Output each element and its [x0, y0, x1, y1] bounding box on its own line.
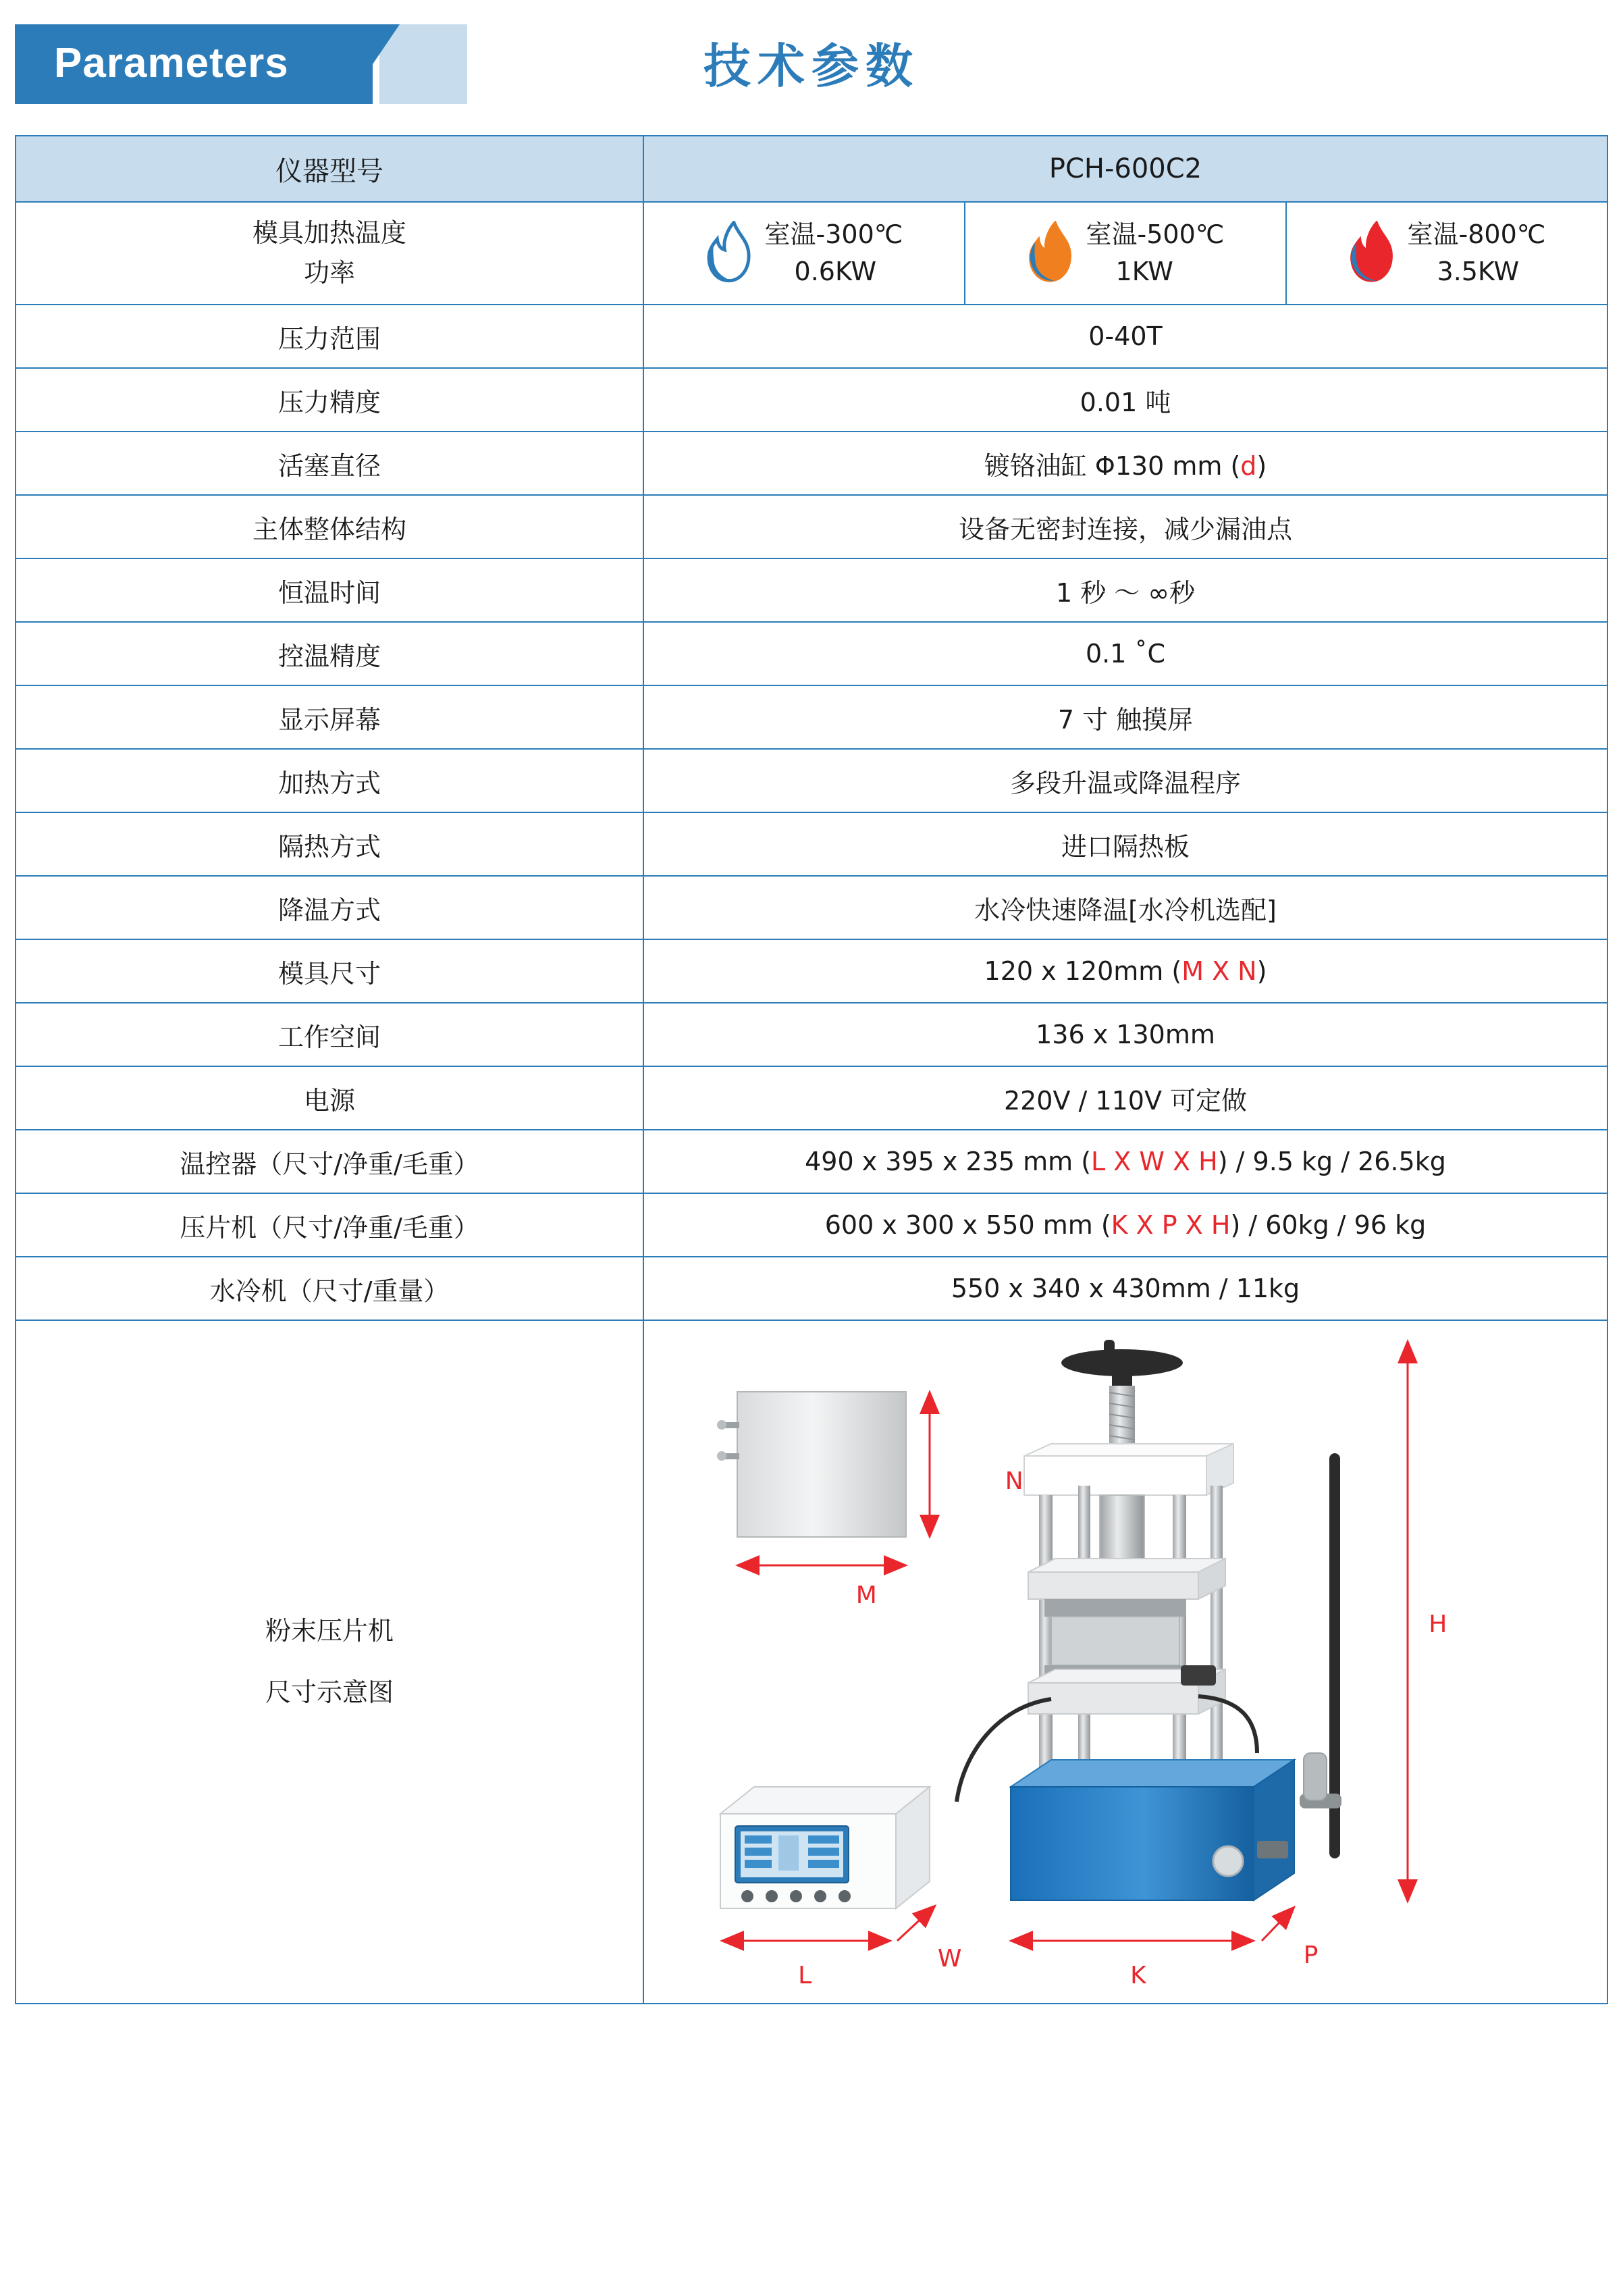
temperature-value-1: 室温-300℃ [764, 219, 903, 249]
row-label: 显示屏幕 [16, 685, 643, 749]
row-value-text: 120 x 120mm ( [984, 956, 1182, 986]
temperature-option-2 [965, 202, 1286, 305]
row-label: 活塞直径 [16, 432, 643, 495]
flame-icon [1348, 221, 1398, 286]
table-row [16, 1257, 1607, 1320]
row-label: 水冷机（尺寸/重量） [16, 1257, 643, 1320]
row-value [643, 432, 1607, 495]
row-value: 7 寸 触摸屏 [643, 685, 1607, 749]
row-label: 隔热方式 [16, 812, 643, 876]
table-row [16, 876, 1607, 939]
table-row [16, 558, 1607, 622]
row-value: 1 秒 ～ ∞秒 [643, 558, 1607, 622]
row-value: 多段升温或降温程序 [643, 749, 1607, 812]
table-row [16, 1003, 1607, 1066]
table-row [16, 1193, 1607, 1257]
press-machine-diagram [644, 1321, 1607, 2003]
row-label: 主体整体结构 [16, 495, 643, 558]
dimension-letter-P: P [1303, 1941, 1319, 1970]
row-value [643, 939, 1607, 1003]
row-value [643, 1193, 1607, 1257]
dimension-letter-K: K [1130, 1962, 1146, 1990]
temperature-label [16, 202, 643, 305]
page-header [15, 0, 1608, 135]
row-label: 压力范围 [16, 305, 643, 368]
table-row [16, 432, 1607, 495]
table-row [16, 812, 1607, 876]
row-value-highlight: d [1240, 450, 1257, 481]
dimension-letter-L: L [798, 1962, 812, 1990]
model-label: 仪器型号 [16, 136, 643, 202]
row-label: 控温精度 [16, 622, 643, 685]
dimension-letter-W: W [937, 1945, 962, 1973]
table-row [16, 749, 1607, 812]
row-value-tail: ) [1256, 450, 1267, 481]
row-value-tail: ) [1256, 956, 1267, 986]
row-label: 降温方式 [16, 876, 643, 939]
power-value-1: 0.6KW [794, 257, 877, 286]
row-label: 压片机（尺寸/净重/毛重） [16, 1193, 643, 1257]
temperature-label-line2: 功率 [303, 258, 355, 288]
banner-label: Parameters [54, 40, 289, 86]
dimension-letter-N: N [1005, 1467, 1023, 1496]
row-label: 压力精度 [16, 368, 643, 432]
dimension-letter-H: H [1429, 1611, 1447, 1639]
row-value: 水冷快速降温[水冷机选配] [643, 876, 1607, 939]
controller-box [720, 1787, 930, 1908]
dimension-letter-M: M [855, 1581, 877, 1609]
row-value: 0-40T [643, 305, 1607, 368]
table-row [16, 368, 1607, 432]
flame-icon [706, 221, 755, 286]
row-value-tail: ) / 60kg / 96 kg [1230, 1210, 1427, 1240]
table-row [16, 1066, 1607, 1130]
temperature-option-1 [643, 202, 965, 305]
table-row [16, 136, 1607, 202]
power-value-2: 1KW [1115, 257, 1173, 286]
row-value: 进口隔热板 [643, 812, 1607, 876]
diagram-cell [643, 1320, 1607, 2004]
flame-icon [1027, 221, 1077, 286]
row-value: 0.1 ˚C [643, 622, 1607, 685]
diagram-label-line2: 尺寸示意图 [265, 1677, 394, 1707]
row-label: 温控器（尺寸/净重/毛重） [16, 1130, 643, 1193]
row-value: 136 x 130mm [643, 1003, 1607, 1066]
temperature-option-3 [1286, 202, 1607, 305]
table-row [16, 939, 1607, 1003]
row-value [643, 1130, 1607, 1193]
row-value: 0.01 吨 [643, 368, 1607, 432]
temperature-value-2: 室温-500℃ [1086, 219, 1225, 249]
specification-table [15, 135, 1608, 2004]
row-label: 加热方式 [16, 749, 643, 812]
row-label: 电源 [16, 1066, 643, 1130]
row-value-highlight: K X P X H [1111, 1210, 1231, 1240]
table-row [16, 202, 1607, 305]
row-value-text: 镀铬油缸 Φ130 mm ( [984, 450, 1241, 481]
table-row [16, 1130, 1607, 1193]
row-label: 恒温时间 [16, 558, 643, 622]
page-title: 技术参数 [703, 38, 920, 94]
row-value-tail: ) / 9.5 kg / 26.5kg [1217, 1147, 1446, 1176]
row-value-highlight: M X N [1181, 956, 1257, 986]
row-label: 工作空间 [16, 1003, 643, 1066]
diagram-label-line1: 粉末压片机 [265, 1615, 394, 1646]
table-row [16, 495, 1607, 558]
table-row [16, 305, 1607, 368]
model-value: PCH-600C2 [643, 136, 1607, 202]
temperature-label-line1: 模具加热温度 [252, 218, 406, 249]
row-value-text: 490 x 395 x 235 mm ( [805, 1147, 1092, 1176]
table-row-diagram [16, 1320, 1607, 2004]
row-value-highlight: L X W X H [1091, 1147, 1218, 1176]
diagram-label [16, 1320, 643, 2004]
row-label: 模具尺寸 [16, 939, 643, 1003]
row-value: 550 x 340 x 430mm / 11kg [643, 1257, 1607, 1320]
row-value: 220V / 110V 可定做 [643, 1066, 1607, 1130]
power-value-3: 3.5KW [1437, 257, 1520, 286]
table-row [16, 622, 1607, 685]
diagram-svg [644, 1321, 1607, 2003]
table-row [16, 685, 1607, 749]
temperature-value-3: 室温-800℃ [1407, 219, 1546, 249]
press-machine [957, 1340, 1341, 1900]
die-block [717, 1392, 906, 1537]
row-value-text: 600 x 300 x 550 mm ( [824, 1210, 1111, 1240]
row-value: 设备无密封连接，减少漏油点 [643, 495, 1607, 558]
